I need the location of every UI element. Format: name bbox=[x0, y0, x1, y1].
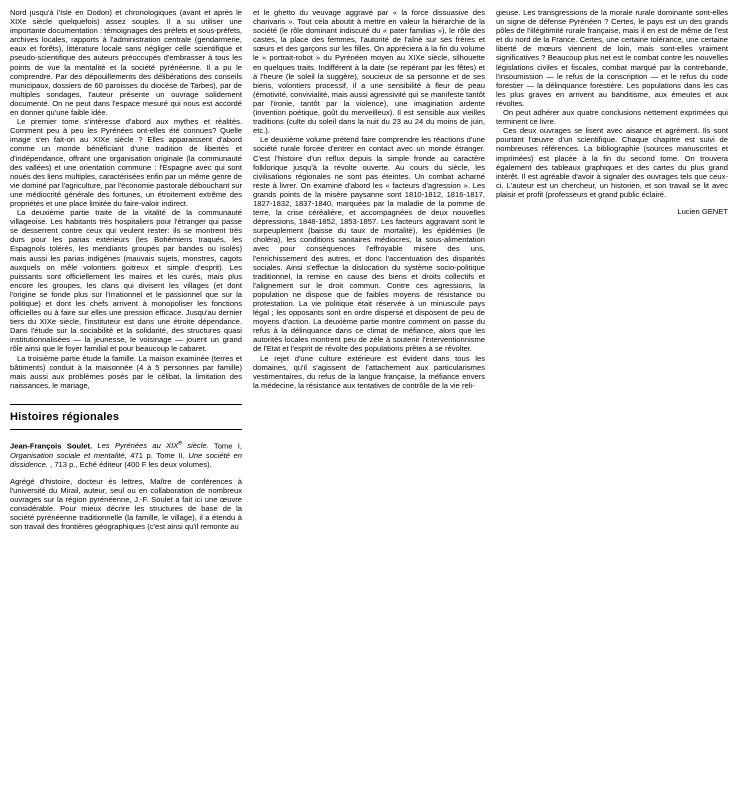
paragraph: et le ghetto du veuvage aggravé par « la force dissuasive des charivaris ». Tout cela aboutit à mettre en valeur la hiérarchie de la société (le rôle dominant indiscuté du « pater familias »), le rôle des castes, la place des femmes, l'autorité de l'aîné sur ses frères et sœurs et des garçons sur les filles. On appréciera à la fin du volume le « portrait-robot » du Pyrénéen moyen au XIXe siècle, silhouette en quelques traits. Indifférent à la date (se repérant par les fêtes) et à l'heure (le soleil la suggère), soucieux de sa personne et de ses biens, volontiers processif, il a une sensibilité à fleur de peau (émotivité, convivialité, mais aussi agressivité qui se manifeste tantôt par l'ironie, tantôt par la violence), une imagination ardente (invention poétique, goût du merveilleux). Il est sensible aux vieilles traditions (culte du soleil dans la nuit du 23 au 24 du moins de juin, etc.). bbox=[253, 8, 485, 136]
paragraph: Ces deux ouvrages se lisent avec aisance et agrément. Ils sont pourtant l'œuvre d'un scientifique. Chaque chapitre est suivi de nombreuses références. La bibliographie (sources manuscrites et imprimées) est placée à la fin du second tome. On trouvera également des tableaux graphiques et des cartes du plus grand intérêt. Il est agréable d'avoir à signaler des ouvrages tels que ceux-ci. L'auteur est un chercheur, un historien, et son travail se lit avec plaisir et profit (professeurs et grand public éclairé. bbox=[496, 126, 728, 199]
paragraph: Le deuxième volume prétend faire comprendre les réactions d'une société rurale forcée d'entrer en contact avec un monde étranger. C'est l'histoire d'un reflux depuis la simple fronde au caractère folklorique jusqu'à la révolte ouverte. Au cours du siècle, les civilisations régionales ne sont pas éteintes. Un combat acharné reste à livrer. On examine d'abord les « facteurs d'agression ». Les grands points de la misère paysanne sont 1810-1812, 1816-1817, 1827-1832, 1837-1840, marquées par la maladie de la pomme de terre, la crise céréalière, et accompagnées de deux nouvelles dépressions, 1848-1852, 1853-1857. Les facteurs aggravant sont le surpeuplement (baisse du taux de mortalité), les épidémies (le choléra), les conditions sanitaires médiocres, la sous-alimentation avec pour conséquences l'effroyable misère des uns, l'enrichissement des autres, et donc l'accentuation des disparités sociales. Ainsi s'effectue la dislocation du système socio-politique traditionnel, la remise en cause des biens et droits collectifs et l'alignement sur le droit commun. Contre ces agressions, la population ne dispose que de faibles moyens de résistance ou protestation. La vie politique était réservée à un minuscule pays légal ; les opposants sont en ordre dispersé et disposent de peu de moyens d'action. La deuxième partie montre comment on passe du refus à la délinquance dans ce climat de méfiance, alors que les autorités locales montrent peu de zèle à soutenir l'interventionnisme de l'Etat et l'esprit de révolte des populations prêtes à se révolter. bbox=[253, 135, 485, 354]
book-reference-text: Jean-François Soulet. Les Pyrénées au XIXe siècle. Tome I, Organisation sociale et mentalité, 471 p. Tome II, Une société en dissidence. , 713 p., Eché éditeur (400 F les deux volumes). bbox=[10, 439, 242, 469]
paragraph: La deuxième partie traite de la vitalité de la communauté villageoise. Les habitants très hospitaliers pour l'étranger qui passe se desserrent contre ceux qui veulent rester: ils se montrent très durs pour les parias extérieurs (les Bohémiens traqués, les Espagnols tolérés, les mendiants groupés par bandes ou isolés) mais aussi les parias indigènes (mauvais sujets, monstres, cagots auxquels on mêle volontiers goitreux et simple d'esprit). Les puissants sont officiellement les maires et les curés, mais plus encore les groupes, les clans qui divisent les villages (et dont l'origine se fonde plus sur l'irrationnel et le passionnel que sur la politique) et dont les chefs arrivent à monopoliser les fonctions officielles ou à faire sur elles une pression efficace. Jusqu'au dernier tiers du XIXe siècle, l'instituteur est dans une étroite dépendance. Dans l'étude sur la sociabilité et la solidarité, des structures quasi institutionnalisées — la jeunesse, le voisinage — jouent un grand rôle ainsi que le foyer familial et pour beaucoup le cabaret. bbox=[10, 208, 242, 354]
reference-note: Agrégé d'histoire, docteur ès lettres, Maître de conférences à l'université du Mirail, auteur, seul ou en collaboration de nombreux ouvrages sur la région pyrénéenne, J.-F. Soulet a fait ici une œuvre considérable. Pour mieux décrire les structures de base de la société pyrénéenne traditionnelle (la famille, le village), il a étendu à son travail des frontières géographiques (c'est ainsi qu'il remonte au bbox=[10, 476, 242, 532]
paragraph: Le rejet d'une culture extérieure est évident dans tous les domaines, qu'il s'agissent de l'attachement aux particularismes vestimentaires, du refus de la langue française, la méfiance envers la médecine, la résistance aux tentatives de contrôle de la vie reli- bbox=[253, 353, 485, 390]
paragraph: Le premier tome s'intéresse d'abord aux mythes et réalités. Comment peu à peu les Pyrénées ont-elles été connues? Quelle image s'en fait-on au XIXe siècle ? Elles apparaissent d'abord comme un monde bénéficiant d'une tradition de libertés et d'indépendance, offrant une organisation originale (la communauté des vallées) et une orientation commune : l'Espagne avec qui sont noués des liens multiples, caractérisées enfin par un même genre de vie dominé par l'agriculture, par l'économie pastorale débouchant sur une médiocrité générale des fortunes, un étroitement extrême des propriétés et une place limitée du faire-valoir indirect. bbox=[10, 117, 242, 208]
paragraph: Nord jusqu'à l'Isle en Dodon) et chronologiques (avant et après le XIXe siècle quelquefois) assez souples. Il a su utiliser une importante documentation : témoignages des préfets et sous-préfets, archives locales, rapports à l'administration centrale (gendarmerie, eaux et forêts), littérature locale sans négliger celle scientifique et pseudo-scientifique des auteurs préoccupés d'embrasser à tous les points de vue la mentalité et la société pyrénéenne. Il a pu le comprendre. Par des dépouillements des délibérations des conseils municipaux, dossiers de 60 paroisses du diocèse de Tarbes), par de multiples sondages, l'auteur présente un ouvrage solidement documenté. On ne peut dans l'espace mesuré qui nous est accordé en donner qu'une faible idée. bbox=[10, 8, 242, 118]
section-title: Histoires régionales bbox=[10, 410, 120, 423]
section-header bbox=[10, 404, 242, 430]
three-column-layout bbox=[10, 8, 734, 794]
column-1 bbox=[10, 8, 242, 794]
paragraph: La troisième partie étude la famille. La maison examinée (terres et bâtiments) conduit à la maisonnée (4 à 5 personnes par famille) mais aussi aux problèmes posés par le célibat, la limitation des naissances, le mariage, bbox=[10, 353, 242, 390]
book-reference bbox=[10, 439, 242, 469]
column-2 bbox=[253, 8, 485, 794]
column-3 bbox=[496, 8, 728, 794]
author-signature: Lucien GENET bbox=[677, 206, 728, 216]
paragraph: On peut adhérer aux quatre conclusions nettement exprimées qui terminent ce livre. bbox=[496, 108, 728, 127]
paragraph: gieuse. Les transgressions de la morale rurale dominante sont-elles un signe de défense Pyrénéen ? Certes, le pays est un des grands pôles de l'illégitimité rurale française, mais il en est de même de l'est et du nord de la France. Certes, une certaine tolérance, une certaine liberté de mœurs viennent de loin, mais sont-elles vraiment significatives ? Beaucoup plus net est le combat contre les nouvelles législations civiles et fiscales, combat marqué par la contrebande, l'insoumission — le refus de la conscription — et le refus du code forestier — la délinquance forestière. Les populations dans les cas les plus graves en arrivent au banditisme, aux émeutes et aux révoltes. bbox=[496, 8, 728, 108]
